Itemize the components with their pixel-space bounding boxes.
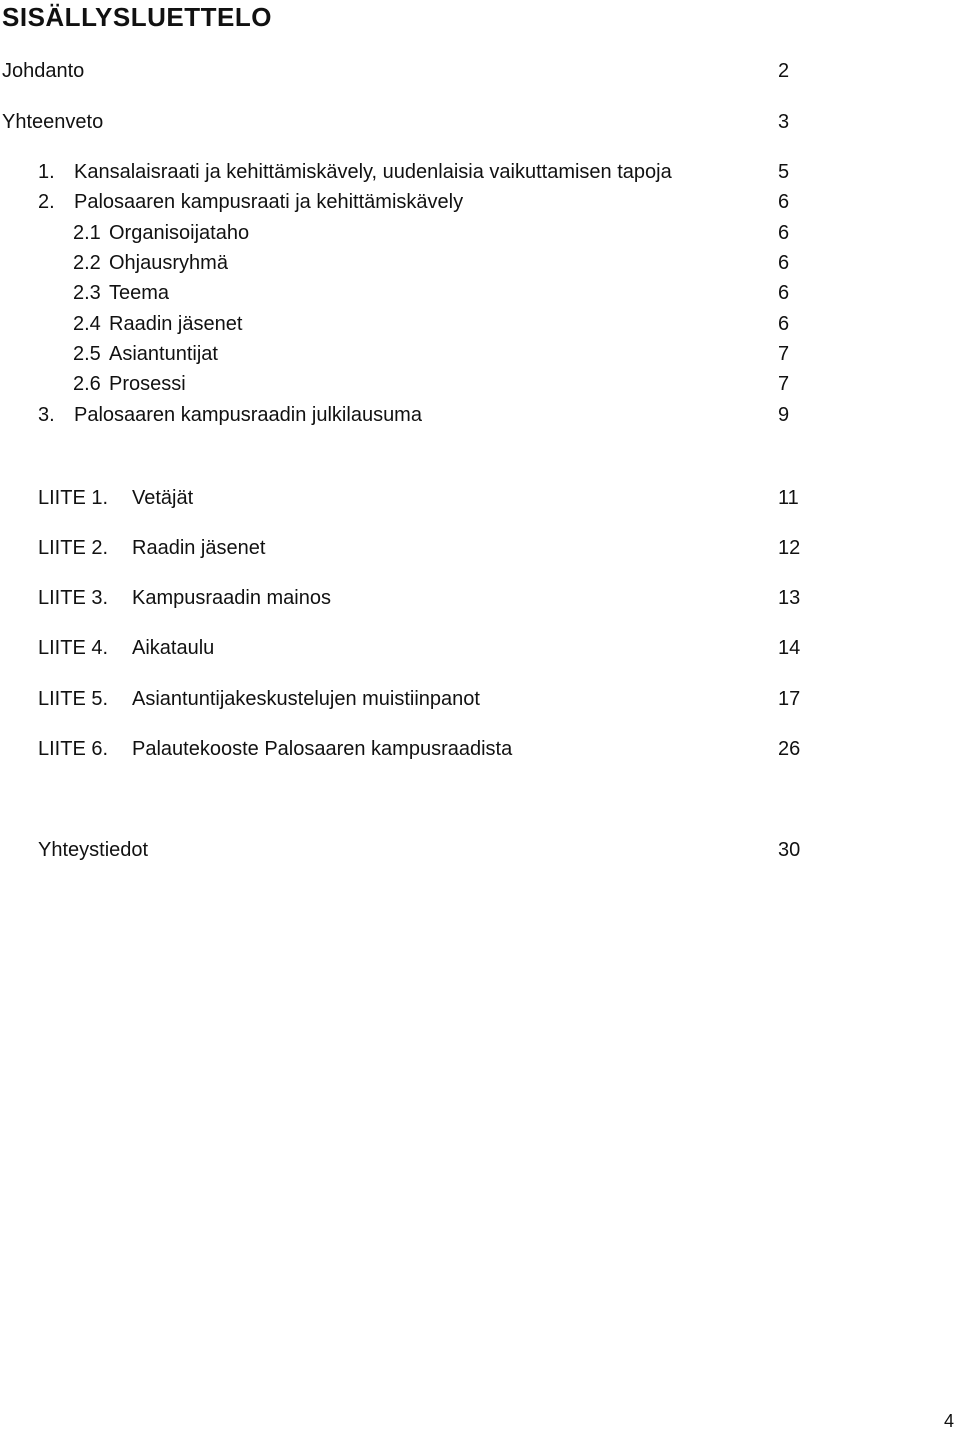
toc-chapter-label: Palosaaren kampusraadin julkilausuma <box>74 404 422 426</box>
toc-chapter-page: 6 <box>778 252 790 274</box>
page-number: 4 <box>943 1411 954 1431</box>
appendix-page: 11 <box>778 487 799 509</box>
appendix-code: LIITE 6. <box>38 738 109 760</box>
toc-chapter-label: Teema <box>109 282 170 304</box>
toc-chapter-label: Kansalaisraati ja kehittämiskävely, uudenlaisia vaikuttamisen tapoja <box>74 161 672 183</box>
appendix-label: Aikataulu <box>132 637 215 659</box>
toc-chapter-page: 7 <box>778 343 790 365</box>
toc-appendix-5 <box>38 686 808 712</box>
appendix-page: 14 <box>778 637 801 659</box>
appendix-code: LIITE 1. <box>38 487 109 509</box>
toc-chapter-label: Raadin jäsenet <box>109 313 243 335</box>
toc-chapter-number: 2.2 <box>73 252 101 274</box>
appendix-page: 13 <box>778 587 801 609</box>
toc-chapter-label: Palosaaren kampusraati ja kehittämiskävely <box>74 191 464 213</box>
appendix-page: 12 <box>778 537 801 559</box>
toc-appendix-6 <box>38 736 808 762</box>
toc-chapter-2-5 <box>73 341 798 367</box>
toc-entry-label: Yhteystiedot <box>38 839 149 861</box>
toc-chapter-number: 2. <box>38 191 55 213</box>
toc-chapter-label: Organisoijataho <box>109 222 250 244</box>
appendix-label: Raadin jäsenet <box>132 537 266 559</box>
toc-chapter-number: 2.4 <box>73 313 101 335</box>
toc-chapter-page: 6 <box>778 313 790 335</box>
toc-appendix-4 <box>38 635 808 661</box>
toc-appendix-3 <box>38 585 808 611</box>
toc-chapter-number: 2.5 <box>73 343 101 365</box>
toc-chapter-page: 6 <box>778 191 790 213</box>
toc-chapter-page: 5 <box>778 161 790 183</box>
appendix-code: LIITE 3. <box>38 587 109 609</box>
toc-chapter-3 <box>38 402 798 428</box>
toc-entry-yhteystiedot <box>38 837 808 863</box>
toc-chapter-number: 1. <box>38 161 55 183</box>
toc-entry-label: Johdanto <box>2 60 85 82</box>
toc-appendix-2 <box>38 535 808 561</box>
toc-chapter-page: 7 <box>778 373 790 395</box>
toc-appendix-1 <box>38 485 808 511</box>
toc-entry-yhteenveto <box>2 109 802 135</box>
appendix-label: Asiantuntijakeskustelujen muistiinpanot <box>132 688 480 710</box>
toc-chapter-number: 3. <box>38 404 55 426</box>
appendix-page: 26 <box>778 738 801 760</box>
toc-chapter-page: 6 <box>778 282 790 304</box>
appendix-code: LIITE 5. <box>38 688 109 710</box>
appendix-code: LIITE 2. <box>38 537 109 559</box>
toc-entry-johdanto <box>2 58 802 84</box>
appendix-label: Palautekooste Palosaaren kampusraadista <box>132 738 513 760</box>
toc-chapter-number: 2.3 <box>73 282 101 304</box>
toc-chapter-number: 2.1 <box>73 222 101 244</box>
toc-chapter-1 <box>38 159 798 185</box>
toc-entry-page: 2 <box>778 60 790 82</box>
toc-chapter-label: Prosessi <box>109 373 186 395</box>
toc-chapter-number: 2.6 <box>73 373 101 395</box>
toc-chapter-2 <box>38 189 798 215</box>
toc-entry-page: 30 <box>778 839 801 861</box>
appendix-code: LIITE 4. <box>38 637 109 659</box>
toc-chapter-page: 6 <box>778 222 790 244</box>
toc-chapter-2-1 <box>73 220 798 246</box>
toc-chapter-label: Asiantuntijat <box>109 343 218 365</box>
appendix-page: 17 <box>778 688 801 710</box>
toc-entry-page: 3 <box>778 111 790 133</box>
appendix-label: Kampusraadin mainos <box>132 587 331 609</box>
toc-chapter-2-6 <box>73 371 798 397</box>
toc-entry-label: Yhteenveto <box>2 111 104 133</box>
toc-chapter-2-4 <box>73 311 798 337</box>
toc-chapter-2-2 <box>73 250 798 276</box>
toc-chapter-page: 9 <box>778 404 790 426</box>
toc-title: SISÄLLYSLUETTELO <box>2 2 272 32</box>
appendix-label: Vetäjät <box>132 487 194 509</box>
toc-chapter-2-3 <box>73 280 798 306</box>
toc-chapter-label: Ohjausryhmä <box>109 252 228 274</box>
